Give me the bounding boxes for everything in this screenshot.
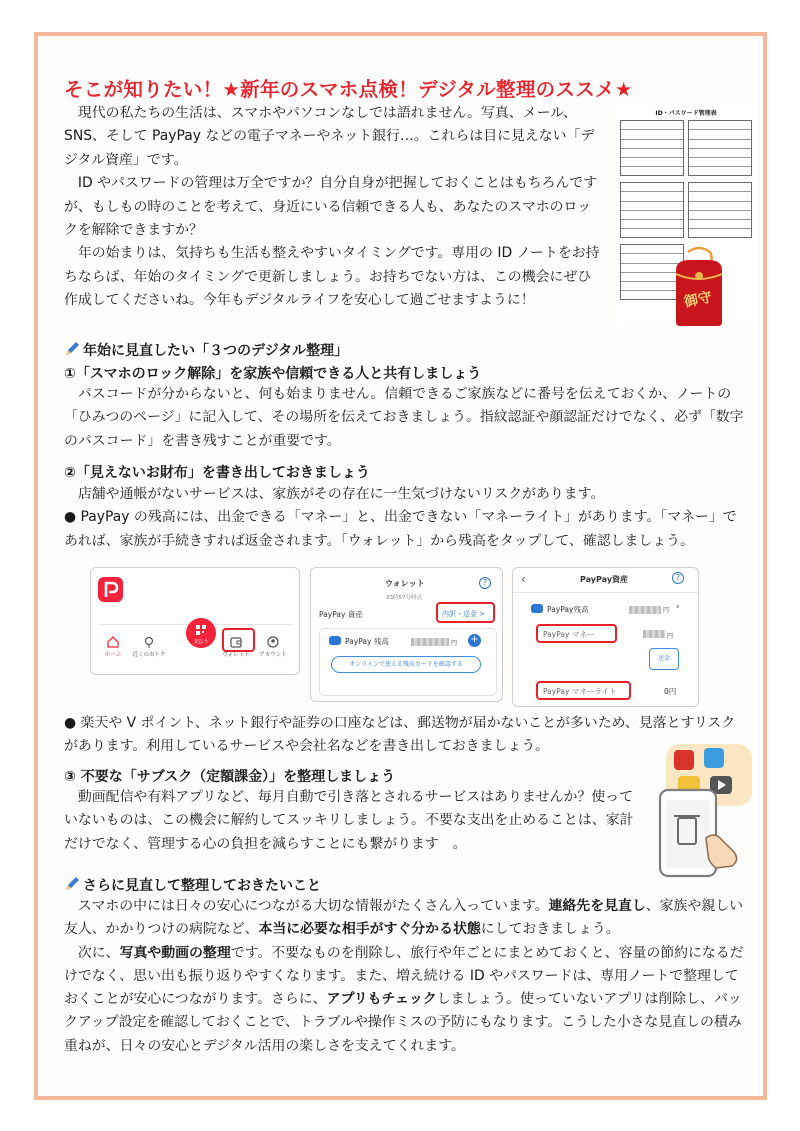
intro-paragraph: 年の始まりは、気持ちも生活も整えやすいタイミングです。専用の ID ノートをお持ちならば、年始のタイミングで更新しましょう。お持ちでない方は、この機会にぜひ作成してくださいね。今年もデジタルライフを安心して過ごせますように！ bbox=[64, 245, 600, 309]
send-button[interactable]: 送金 bbox=[649, 648, 679, 670]
money-lite-value: 0円 bbox=[664, 687, 677, 696]
help-icon[interactable]: ? bbox=[672, 572, 684, 584]
paypay-logo bbox=[98, 577, 123, 602]
blurred-balance bbox=[411, 638, 449, 646]
wallet-highlight bbox=[222, 628, 255, 652]
timestamp: 23時57分時点 bbox=[386, 595, 422, 601]
nav-label: ウォレット bbox=[222, 652, 250, 658]
yen-unit: 円 bbox=[663, 607, 670, 614]
qr-icon bbox=[195, 624, 207, 636]
item3-paragraph: 動画配信や有料アプリなど、毎月自動で引き落とされるサービスはありませんか？使っていないものは、この機会に解約してスッキリしましょう。不要な支出を止めることは、家計だけでなく、管理する心の負担を減らすことにも繋がります 。 bbox=[64, 789, 634, 852]
section-heading-text: 年始に見直したい「３つのデジタル整理」 bbox=[83, 343, 349, 359]
id-card bbox=[620, 120, 684, 176]
item2-bullet: ● PayPay の残高には、出金できる「マネー」と、出金できない「マネーライト」があります。「マネー」であれば、家族が手続きすれば返金されます。「ウォレット」から残高をタップして、確認しましょう。 bbox=[64, 509, 737, 549]
nav-nearby[interactable] bbox=[129, 636, 169, 658]
map-pin-icon bbox=[143, 636, 155, 648]
intro-text bbox=[64, 102, 604, 313]
balance-label: PayPay 残高 bbox=[345, 637, 389, 646]
id-card bbox=[688, 182, 752, 238]
subscription-cleanup-illustration bbox=[650, 742, 756, 878]
blurred-balance bbox=[629, 606, 661, 614]
chevron-right-icon[interactable]: › bbox=[676, 602, 680, 612]
id-card bbox=[688, 120, 752, 176]
yen-unit: 円 bbox=[667, 633, 674, 640]
back-chevron-icon[interactable]: ‹ bbox=[521, 572, 526, 586]
text-span: 次に、 bbox=[77, 944, 120, 961]
yen-unit: 円 bbox=[451, 640, 458, 647]
emphasis: 連絡先を見直し bbox=[548, 898, 646, 914]
section-heading bbox=[64, 340, 348, 360]
intro-paragraph: 現代の私たちの生活は、スマホやパソコンなしでは語れません。写真、メール、SNS、そして PayPay などの電子マネーやネット銀行…。これらは目に見えない「デジタル資産」です。 bbox=[64, 105, 595, 168]
music-app-icon bbox=[674, 750, 694, 770]
assets-label: PayPay 資産 bbox=[319, 610, 363, 619]
item1-text bbox=[64, 383, 744, 453]
money-lite-label: PayPay マネーライト bbox=[543, 687, 617, 696]
wallet-screenshot bbox=[310, 567, 503, 702]
blurred-money bbox=[643, 630, 665, 638]
detail-link-highlight bbox=[436, 602, 495, 623]
add-button[interactable]: + bbox=[468, 634, 481, 647]
nav-label: 近くのおトク bbox=[132, 652, 166, 658]
item1-paragraph: パスコードが分からないと、何も始まりません。信頼できるご家族などに番号を伝えておくか、ノートの「ひみつのページ」に記入して、その場所を伝えておきましょう。指紋認証や顔認証だけでなく、必ず「数字のパスコード」を書き残すことが重要です。 bbox=[64, 386, 744, 449]
wallet-title: ウォレット bbox=[385, 579, 425, 588]
paypay-mini-icon bbox=[329, 636, 341, 645]
balance-card-button[interactable]: オンラインで使える残高カードを確認する bbox=[331, 656, 481, 673]
item2-bullet-text: 楽天や V ポイント、ネット銀行や証券の口座などは、郵送物が届かないことが多いため、見落とすリスクがあります。利用しているサービスや会社名などを書き出しておきましょう。 bbox=[64, 715, 736, 755]
detail-transfer-link[interactable]: 内訳・送金 > bbox=[442, 610, 486, 618]
divider bbox=[513, 592, 699, 593]
paypay-home-screenshot bbox=[90, 567, 300, 675]
text-span: です。不要なものを削除し、旅行や年ごとにまとめておくと、容量の節約になるだけでなく、思い出も振り返りやすくなります。また、増え続ける ID やパスワードは、専用ノートで整理しておくことが安心につながります。さらに、 bbox=[64, 944, 744, 1008]
home-icon bbox=[107, 636, 119, 648]
text-span: にしておきましょう。 bbox=[480, 921, 620, 938]
balance-label: PayPay残高 bbox=[547, 605, 589, 614]
item2-bullet2 bbox=[64, 712, 744, 759]
emphasis: 写真や動画の整理 bbox=[119, 944, 231, 961]
section-heading bbox=[64, 875, 321, 895]
section2-paragraph bbox=[64, 942, 744, 1058]
nav-label: ホーム bbox=[104, 652, 122, 658]
page-title: そこが知りたい！★新年のスマホ点検！デジタル整理のススメ★ bbox=[64, 78, 633, 101]
pay-label: 支払う bbox=[193, 639, 209, 645]
item2-bullet-text: PayPay の残高には、出金できる「マネー」と、出金できない「マネーライト」があります。「マネー」であれば、家族が手続きすれば返金されます。「ウォレット」から残高をタップして、確認しましょう。 bbox=[64, 509, 737, 549]
pen-icon bbox=[64, 876, 81, 892]
item1-heading: ①「スマホのロック解除」を家族や信頼できる人と共有しましょう bbox=[64, 366, 482, 382]
omamori-text: 御守 bbox=[682, 289, 714, 311]
paypay-assets-screenshot bbox=[512, 567, 699, 707]
emphasis: 本当に必要な相手がすぐ分かる状態 bbox=[258, 921, 481, 938]
sheet-title: ID・パスワード管理表 bbox=[655, 110, 717, 117]
nav-account[interactable] bbox=[253, 636, 293, 658]
nav-label: アカウント bbox=[259, 652, 287, 658]
item2-text bbox=[64, 483, 744, 553]
assets-title: PayPay資産 bbox=[580, 575, 629, 584]
text-span: しましょう。使っていないアプリは削除し、バックアップ設定を確認しておくことで、トラブルや操作ミスの予防にもなります。こうした小さな見直しの積み重ねが、日々の安心とデジタル活用の楽しさを支えてくれます。 bbox=[64, 991, 742, 1054]
pay-button[interactable] bbox=[186, 618, 216, 648]
help-icon[interactable]: ? bbox=[479, 577, 491, 589]
pen-icon bbox=[64, 341, 81, 357]
money-label: PayPay マネー bbox=[543, 630, 595, 639]
paypay-mini-icon bbox=[531, 604, 543, 613]
money-lite-highlight bbox=[536, 681, 631, 700]
item3-heading: ③ 不要な「サブスク（定額課金）」を整理しましょう bbox=[64, 769, 396, 785]
id-card bbox=[620, 182, 684, 238]
nav-home[interactable] bbox=[93, 636, 133, 658]
emphasis: アプリもチェック bbox=[326, 991, 437, 1008]
section2-paragraph bbox=[64, 895, 744, 942]
section2-text bbox=[64, 895, 744, 1058]
item2-heading: ②「見えないお財布」を書き出しておきましょう bbox=[64, 465, 370, 481]
money-highlight bbox=[536, 624, 617, 643]
section-heading-text: さらに見直して整理しておきたいこと bbox=[83, 878, 321, 894]
text-span: スマホの中には日々の安心につながる大切な情報がたくさん入っています。 bbox=[77, 898, 549, 914]
item2-paragraph: 店舗や通帳がないサービスは、家族がその存在に一生気づけないリスクがあります。 bbox=[77, 486, 605, 502]
omamori-charm-illustration bbox=[668, 246, 730, 328]
item3-text bbox=[64, 786, 644, 856]
intro-paragraph: ID やパスワードの管理は万全ですか？自分自身が把握しておくことはもちろんですが、もしもの時のことを考えて、身近にいる信頼できる人も、あなたのスマホのロックを解除できますか？ bbox=[64, 175, 598, 239]
item2-bullet: ● 楽天や V ポイント、ネット銀行や証券の口座などは、郵送物が届かないことが多いため、見落とすリスクがあります。利用しているサービスや会社名などを書き出しておきましょう。 bbox=[64, 715, 736, 755]
account-icon bbox=[267, 636, 279, 648]
text-span: 、家族や親しい友人、かかりつけの病院など、 bbox=[64, 898, 744, 938]
